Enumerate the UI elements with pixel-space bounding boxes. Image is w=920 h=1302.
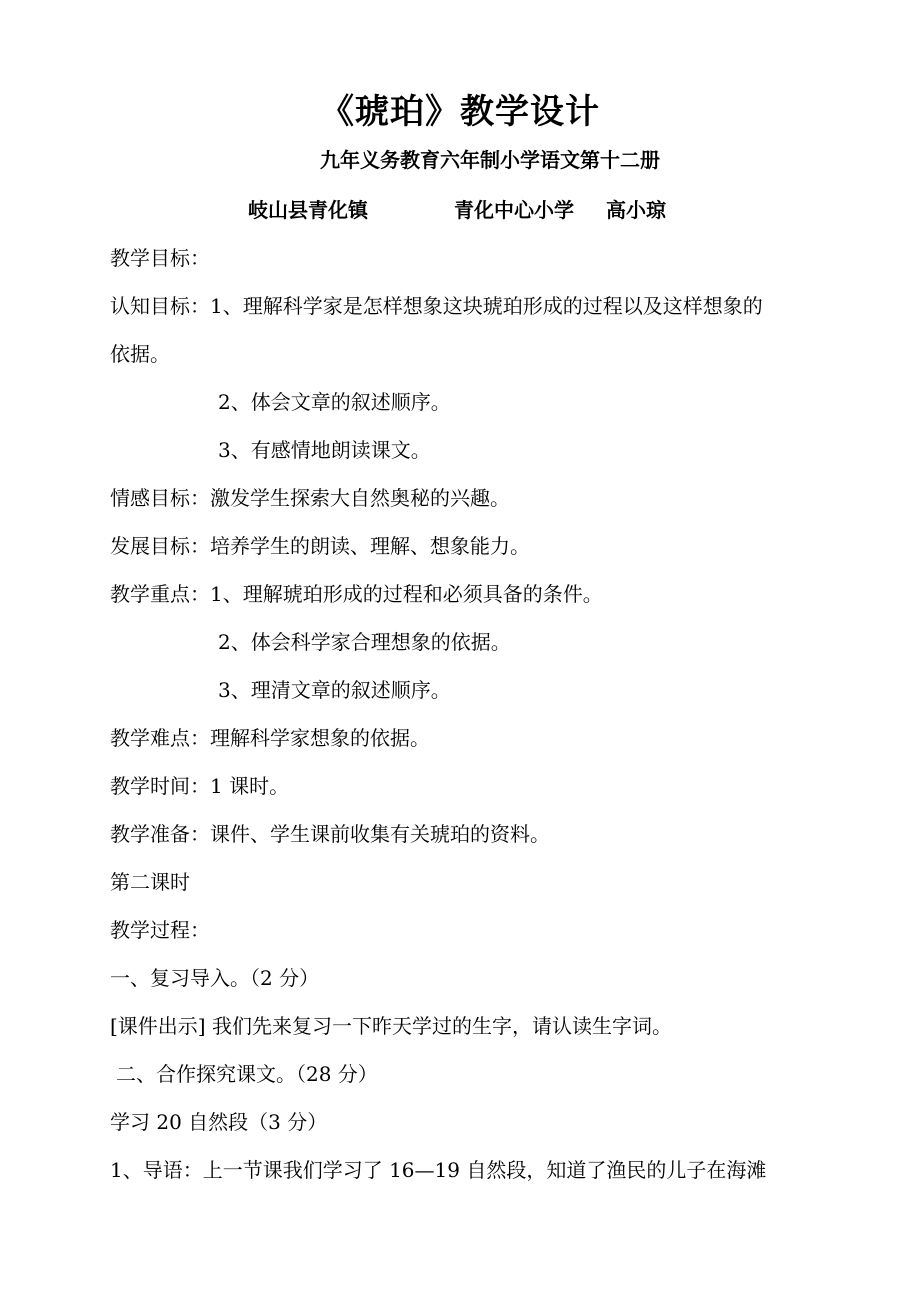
emotional-goal-line: 情感目标：激发学生探索大自然奥秘的兴趣。 — [110, 486, 510, 510]
time-line: 教学时间：1 课时。 — [110, 774, 290, 798]
process-heading: 教学过程： — [110, 918, 210, 942]
author-place: 岐山县青化镇 — [248, 198, 368, 222]
cognitive-goal-line: 认知目标：1、理解科学家是怎样想象这块琥珀形成的过程以及这样想象的 — [110, 294, 763, 318]
section-heading-goals: 教学目标： — [110, 246, 210, 270]
key-points-item-2: 2、体会科学家合理想象的依据。 — [218, 630, 511, 654]
step-one-heading: 一、复习导入。（2 分） — [110, 966, 320, 990]
cognitive-goal-item-2: 2、体会文章的叙述顺序。 — [218, 390, 451, 414]
key-points-line: 教学重点：1、理解琥珀形成的过程和必须具备的条件。 — [110, 582, 603, 606]
paragraph-20-heading: 学习 20 自然段（3 分） — [110, 1110, 328, 1134]
preparation-line: 教学准备：课件、学生课前收集有关琥珀的资料。 — [110, 822, 550, 846]
document-subtitle: 九年义务教育六年制小学语文第十二册 — [320, 148, 660, 172]
cognitive-goal-continuation: 依据。 — [110, 342, 170, 366]
step-two-heading: 二、合作探究课文。（28 分） — [116, 1062, 378, 1086]
cognitive-goal-item-3: 3、有感情地朗读课文。 — [218, 438, 431, 462]
intro-line: 1、导语：上一节课我们学习了 16—19 自然段，知道了渔民的儿子在海滩 — [110, 1158, 767, 1182]
development-goal-line: 发展目标：培养学生的朗读、理解、想象能力。 — [110, 534, 530, 558]
courseware-line: [课件出示] 我们先来复习一下昨天学过的生字，请认读生字词。 — [110, 1014, 672, 1038]
key-points-item-3: 3、理清文章的叙述顺序。 — [218, 678, 451, 702]
author-school: 青化中心小学 — [454, 198, 574, 222]
difficulty-line: 教学难点：理解科学家想象的依据。 — [110, 726, 430, 750]
document-title: 《琥珀》教学设计 — [320, 92, 600, 132]
author-line — [248, 196, 666, 224]
lesson-heading: 第二课时 — [110, 870, 190, 894]
author-name: 高小琼 — [606, 198, 666, 222]
